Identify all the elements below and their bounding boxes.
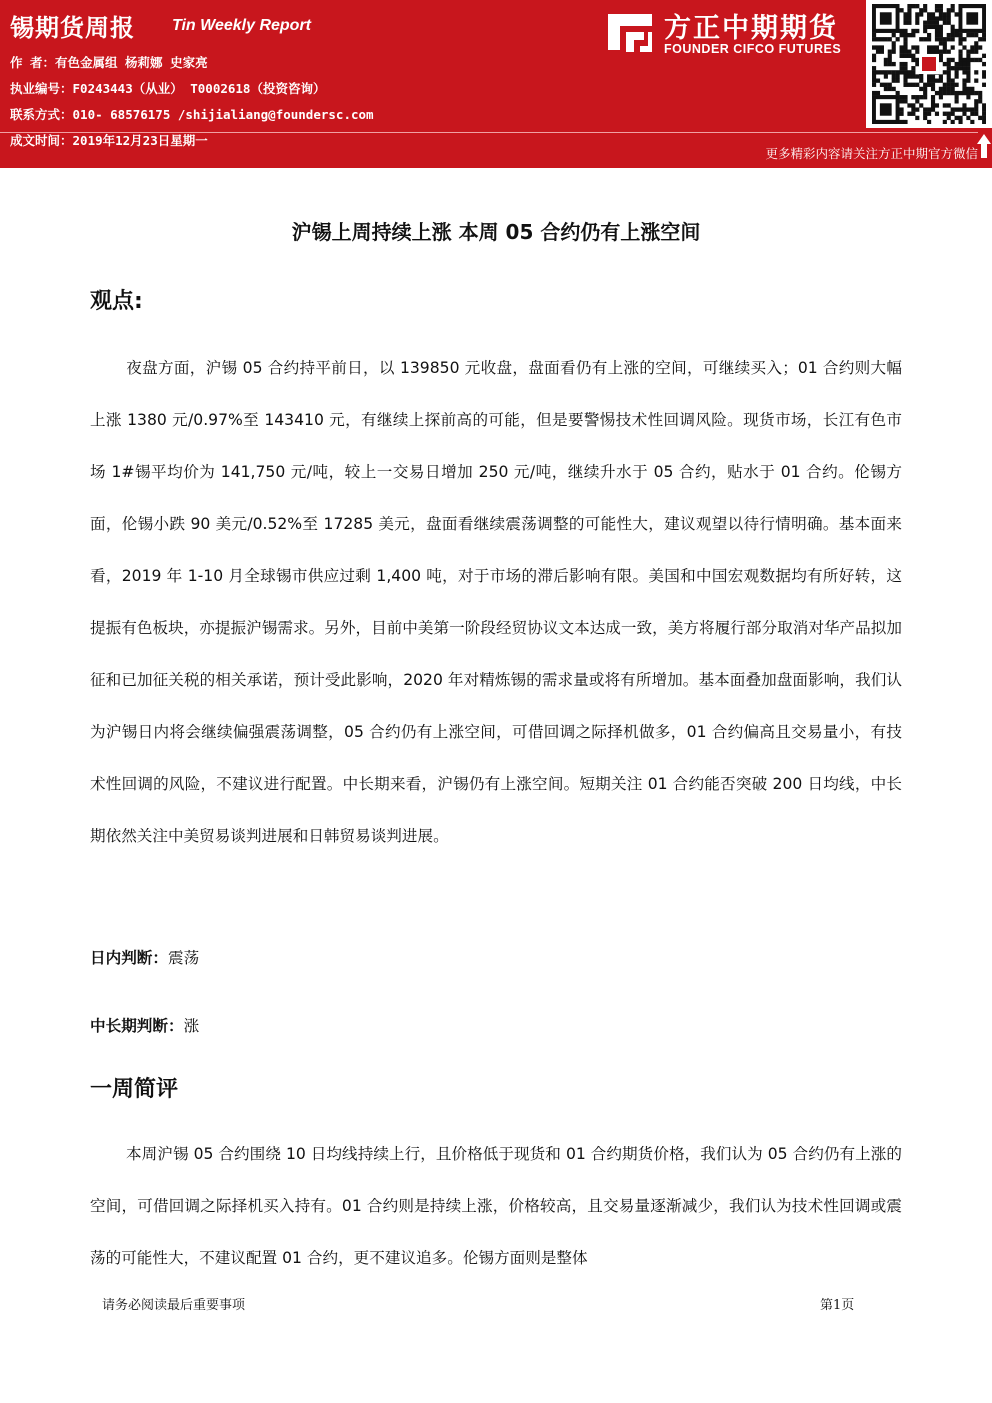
license-row	[10, 76, 374, 102]
page-number: 第1页	[820, 1298, 855, 1313]
viewpoint-paragraph	[90, 342, 902, 862]
report-title-en: Tin Weekly Report	[172, 17, 311, 34]
midterm-judgement	[90, 1014, 199, 1036]
document-title: 沪锡上周持续上涨 本周 05 合约仍有上涨空间	[291, 220, 701, 244]
viewpoint-text: 夜盘方面，沪锡 05 合约持平前日，以 139850 元收盘，盘面看仍有上涨的空间，可继续买入；01 合约则大幅上涨 1380 元/0.97%至 143410 元，有继续上探前高的可能，但是要警惕技术性回调风险。现货市场，长江有色市场 1#锡平均价为 141,750 元/吨，较上一交易日增加 250 元/吨，继续升水于 05 合约，贴水于 01 合约。伦锡方面，伦锡小跌 90 美元/0.52%至 17285 美元，盘面看继续震荡调整的可能性大，建议观望以待行情明确。基本面来看，2019 年 1-10 月全球锡市供应过剩 1,400 吨，对于市场的滞后影响有限。美国和中国宏观数据均有所好转，这提振有色板块，亦提振沪锡需求。另外，目前中美第一阶段经贸协议文本达成一致，美方将履行部分取消对华产品拟加征和已加征关税的相关承诺，预计受此影响，2020 年对精炼锡的需求量或将有所增加。基本面叠加盘面影响，我们认为沪锡日内将会继续偏强震荡调整，05 合约仍有上涨空间，可借回调之际择机做多，01 合约偏高且交易量小，有技术性回调的风险，不建议进行配置。中长期来看，沪锡仍有上涨空间。短期关注 01 合约能否突破 200 日均线，中长期依然关注中美贸易谈判进展和日韩贸易谈判进展。	[90, 359, 902, 845]
contact-label: 联系方式：	[10, 107, 73, 122]
license-value: F0243443（从业） T0002618（投资咨询）	[72, 81, 326, 96]
author-value: 有色金属组 杨莉娜 史家亮	[55, 55, 208, 70]
date-label: 成文时间：	[10, 133, 73, 148]
author-row	[10, 50, 374, 76]
brand-name-cn: 方正中期期货	[664, 13, 838, 44]
midterm-label: 中长期判断：	[90, 1017, 184, 1035]
footer-disclaimer: 请务必阅读最后重要事项	[102, 1298, 246, 1313]
weekly-review-text: 本周沪锡 05 合约围绕 10 日均线持续上行，且价格低于现货和 01 合约期货价格，我们认为 05 合约仍有上涨的空间，可借回调之际择机买入持有。01 合约则是持续上涨，价格较高，且交易量逐渐减少，我们认为技术性回调或震荡的可能性大，不建议配置 01 合约，更不建议追多。伦锡方面则是整体	[90, 1145, 902, 1267]
founder-logo-icon	[604, 10, 656, 56]
report-meta	[10, 50, 374, 154]
contact-value[interactable]: 010- 68576175 /shijialiang@foundersc.com	[72, 107, 374, 122]
header-divider	[0, 132, 978, 133]
intraday-judgement	[90, 946, 199, 968]
qr-code-icon	[872, 4, 986, 124]
report-header	[0, 0, 992, 168]
brand-name-en: FOUNDER CIFCO FUTURES	[664, 42, 842, 56]
report-title-cn: 锡期货周报	[10, 13, 135, 42]
weekly-review-paragraph	[90, 1128, 902, 1284]
midterm-value: 涨	[183, 1017, 200, 1035]
contact-row	[10, 102, 374, 128]
arrow-up-icon	[976, 132, 992, 160]
author-label: 作 者：	[10, 55, 56, 70]
follow-wechat-text: 更多精彩内容请关注方正中期官方微信	[765, 146, 978, 161]
date-value: 2019年12月23日星期一	[72, 133, 208, 148]
wechat-qr-code[interactable]	[866, 0, 992, 128]
intraday-label: 日内判断：	[90, 949, 168, 967]
section-heading-viewpoint: 观点:	[90, 289, 143, 314]
license-label: 执业编号：	[10, 81, 73, 96]
section-heading-weekly-review: 一周简评	[90, 1077, 179, 1102]
intraday-value: 震荡	[167, 949, 200, 967]
